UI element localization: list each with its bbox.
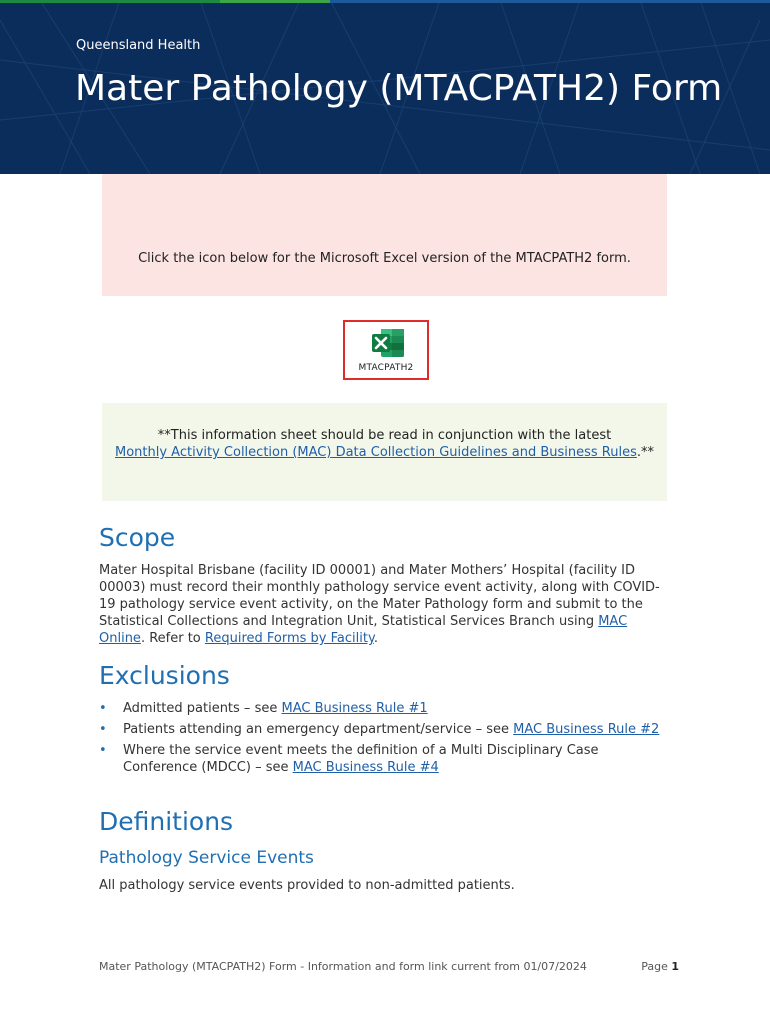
bullet-icon: •	[99, 722, 107, 737]
document-header	[0, 0, 770, 174]
scope-heading: Scope	[99, 523, 176, 552]
mac-business-rule-2-link[interactable]: MAC Business Rule #2	[513, 722, 660, 737]
notice-callout	[102, 403, 667, 501]
bullet-icon: •	[99, 743, 107, 758]
notice-text-before: **This information sheet should be read in conjunction with the latest	[157, 428, 612, 443]
mac-guidelines-link[interactable]: Monthly Activity Collection (MAC) Data Collection Guidelines and Business Rules	[114, 445, 637, 460]
pathology-service-events-heading: Pathology Service Events	[99, 848, 314, 868]
header-top-accent-bar	[0, 0, 770, 3]
list-item	[99, 700, 669, 717]
scope-text-end: .	[373, 631, 378, 646]
scope-text-refer: . Refer to	[140, 631, 201, 646]
definitions-text: All pathology service events provided to non-admitted patients.	[99, 878, 515, 893]
excel-attachment-label: MTACPATH2	[358, 363, 414, 373]
intro-text: Click the icon below for the Microsoft Excel version of the MTACPATH2 form.	[138, 251, 631, 266]
exclusion-text: Patients attending an emergency department/service – see	[123, 722, 514, 737]
scope-paragraph	[99, 562, 669, 647]
mac-business-rule-4-link[interactable]: MAC Business Rule #4	[292, 760, 439, 775]
excel-attachment-button[interactable]	[343, 320, 429, 380]
footer-text: Mater Pathology (MTACPATH2) Form - Information and form link current from 01/07/2024	[99, 960, 587, 973]
page-number: 1	[671, 960, 679, 973]
notice-text	[102, 427, 667, 461]
notice-text-after: .**	[636, 445, 654, 460]
exclusion-text: Admitted patients – see	[123, 701, 282, 716]
bullet-icon: •	[99, 701, 107, 716]
exclusions-heading: Exclusions	[99, 661, 230, 690]
mac-business-rule-1-link[interactable]: MAC Business Rule #1	[281, 701, 428, 716]
intro-callout	[102, 174, 667, 296]
page-indicator	[641, 960, 679, 973]
list-item	[99, 721, 669, 738]
list-item	[99, 742, 669, 776]
required-forms-link[interactable]: Required Forms by Facility	[204, 631, 374, 646]
mac-online-link[interactable]: MAC Online	[99, 614, 628, 646]
scope-text: Mater Hospital Brisbane (facility ID 00001) and Mater Mothers’ Hospital (facility ID 00003) must record their monthly pathology service event activity, along with COVID-19 pathology service event activity, on the Mater Pathology form and submit to the Statistical Collections and Integration Unit, Statistical Services Branch using	[99, 563, 660, 629]
exclusions-list	[99, 700, 669, 780]
page-footer	[99, 960, 679, 973]
excel-icon	[371, 328, 405, 358]
exclusion-text: Where the service event meets the definition of a Multi Disciplinary Case Conference (MDCC) – see	[123, 743, 599, 775]
organisation-name: Queensland Health	[76, 38, 201, 53]
page-label: Page	[641, 960, 668, 973]
definitions-heading: Definitions	[99, 807, 234, 836]
page-title: Mater Pathology (MTACPATH2) Form	[75, 68, 723, 109]
